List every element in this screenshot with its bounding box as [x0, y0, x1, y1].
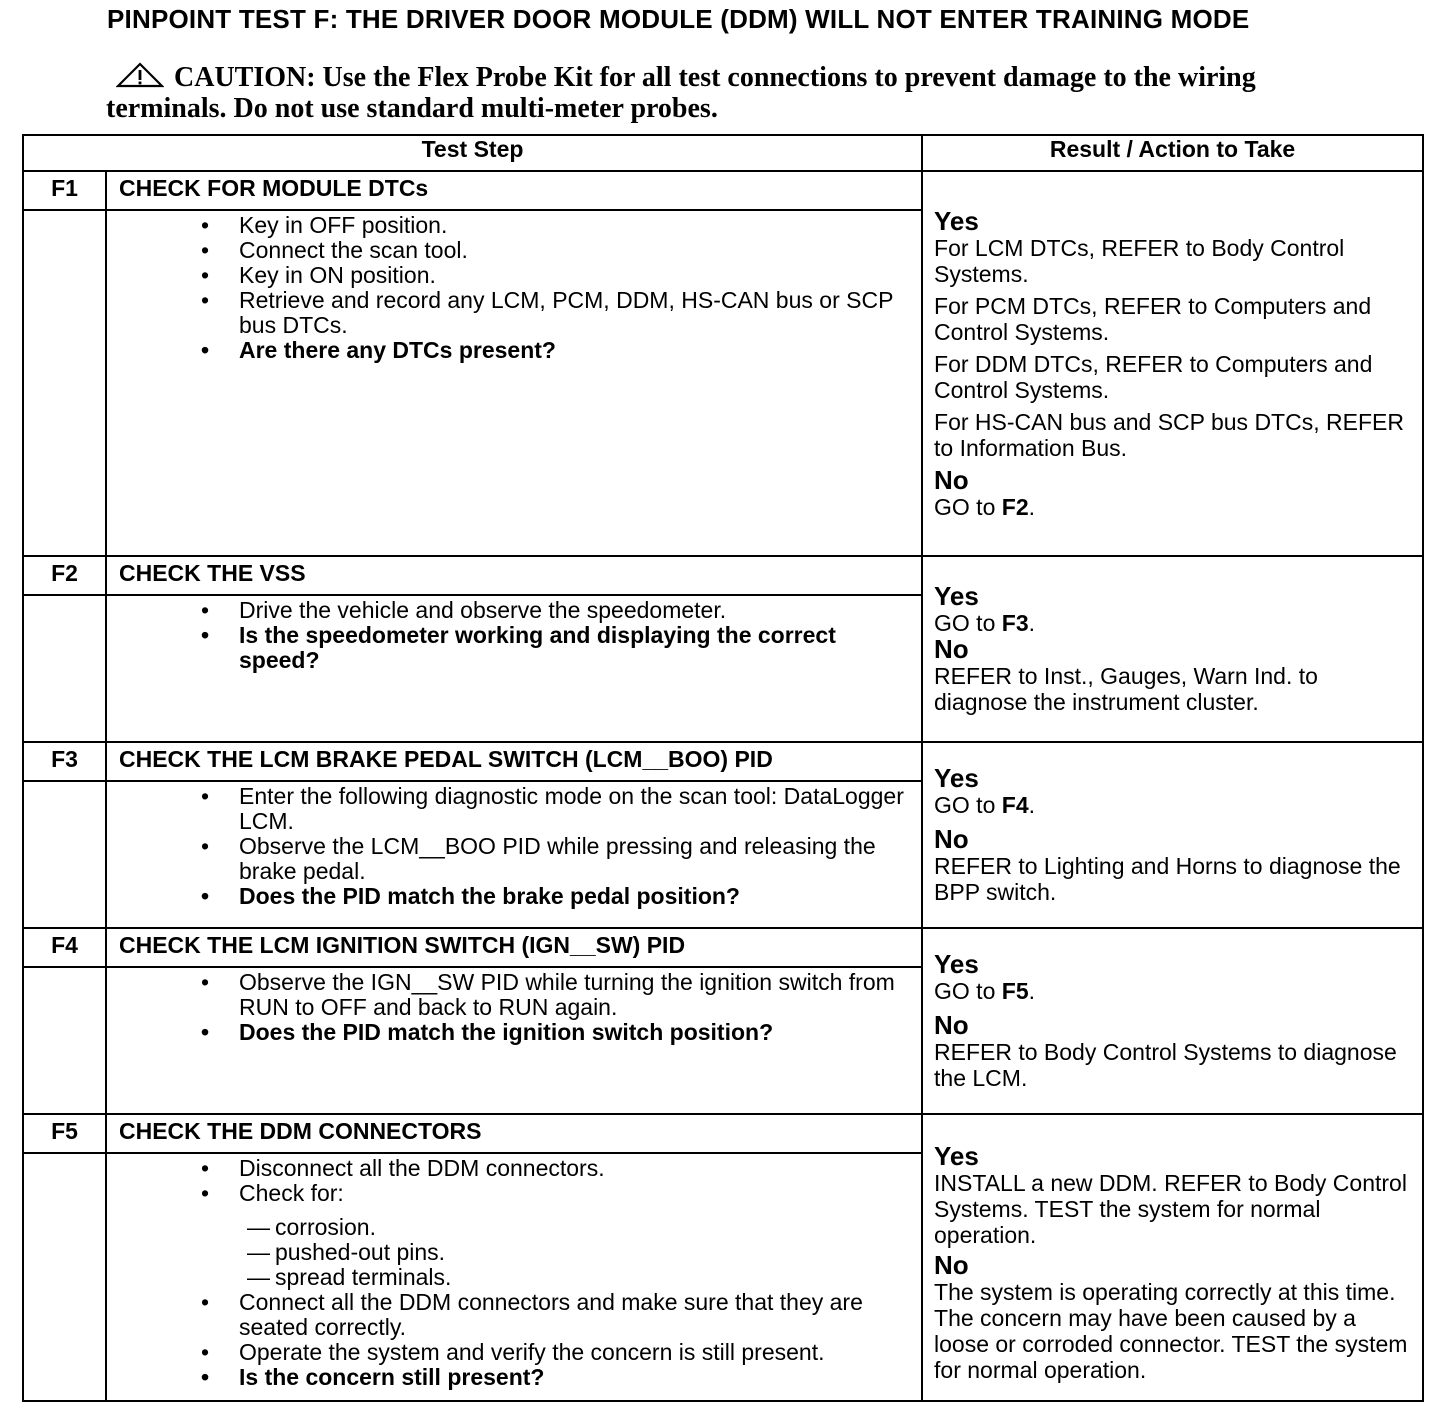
step-heading: CHECK THE LCM IGNITION SWITCH (IGN__SW) PID [106, 928, 922, 967]
caution-text: CAUTION: Use the Flex Probe Kit for all test connections to prevent damage to the wiring terminals. Do not use standard multi-meter probes. [106, 62, 1256, 124]
header-test-step: Test Step [23, 135, 922, 171]
list-item: • Observe the LCM__BOO PID while pressing and releasing the brake pedal. [107, 834, 911, 884]
list-item: • Does the PID match the ignition switch position? [107, 1020, 911, 1045]
list-item: • Check for: [107, 1181, 911, 1206]
list-item: • Key in OFF position. [107, 213, 911, 238]
step-heading: CHECK FOR MODULE DTCs [106, 171, 922, 210]
list-item: • Key in ON position. [107, 263, 911, 288]
list-item: • Connect all the DDM connectors and make sure that they are seated correctly. [107, 1290, 911, 1340]
result-cell [922, 928, 1423, 1114]
step-id: F4 [23, 928, 106, 967]
table-header-row [23, 135, 1423, 171]
header-result-action: Result / Action to Take [922, 135, 1423, 171]
result-text: REFER to Body Control Systems to diagnose the LCM. [934, 1039, 1397, 1091]
result-text: For PCM DTCs, REFER to Computers and Control Systems. [934, 292, 1372, 345]
yes-label: Yes [934, 763, 979, 793]
step-heading: CHECK THE VSS [106, 556, 922, 595]
table-row [23, 742, 1423, 781]
list-item: • Is the speedometer working and displaying the correct speed? [107, 623, 911, 673]
result-text: GO to F4. [934, 792, 1035, 818]
no-label: No [934, 634, 969, 664]
step-heading: CHECK THE LCM BRAKE PEDAL SWITCH (LCM__BOO) PID [106, 742, 922, 781]
result-text: GO to F5. [934, 978, 1035, 1004]
caution-note [106, 62, 1346, 124]
step-id-blank [23, 595, 106, 742]
list-item: • Observe the IGN__SW PID while turning the ignition switch from RUN to OFF and back to RUN again. [107, 970, 911, 1020]
step-heading: CHECK THE DDM CONNECTORS [106, 1114, 922, 1153]
step-instructions [106, 1153, 922, 1401]
no-label: No [934, 464, 969, 495]
list-item: • Does the PID match the brake pedal position? [107, 884, 911, 909]
list-item: • Drive the vehicle and observe the speedometer. [107, 598, 911, 623]
list-item: • Are there any DTCs present? [107, 338, 911, 363]
step-id: F1 [23, 171, 106, 210]
step-instructions [106, 595, 922, 742]
result-text: REFER to Lighting and Horns to diagnose the BPP switch. [934, 853, 1401, 905]
result-text: The system is operating correctly at this time. The concern may have been caused by a loose or corroded connector. TEST the system for normal operation. [934, 1278, 1408, 1383]
no-label: No [934, 824, 969, 854]
list-item: • Enter the following diagnostic mode on the scan tool: DataLogger LCM. [107, 784, 911, 834]
sub-list-item: — pushed-out pins. [107, 1240, 911, 1265]
result-text: For LCM DTCs, REFER to Body Control Systems. [934, 234, 1345, 287]
result-text: GO to F3. [934, 610, 1035, 636]
list-item: • Operate the system and verify the concern is still present. [107, 1340, 911, 1365]
result-cell [922, 1114, 1423, 1401]
step-instructions [106, 967, 922, 1114]
warning-triangle-icon [116, 62, 164, 88]
list-item: • Retrieve and record any LCM, PCM, DDM, HS-CAN bus or SCP bus DTCs. [107, 288, 911, 338]
step-id-blank [23, 967, 106, 1114]
table-row [23, 556, 1423, 595]
yes-label: Yes [934, 1140, 979, 1171]
yes-label: Yes [934, 205, 979, 236]
table-row [23, 928, 1423, 967]
step-id-blank [23, 781, 106, 928]
sub-list-item: — spread terminals. [107, 1265, 911, 1290]
result-text: REFER to Inst., Gauges, Warn Ind. to diagnose the instrument cluster. [934, 663, 1318, 715]
table-row [23, 171, 1423, 210]
step-id: F5 [23, 1114, 106, 1153]
pinpoint-test-table [22, 134, 1424, 1402]
sub-list-item: — corrosion. [107, 1215, 911, 1240]
list-item: • Connect the scan tool. [107, 238, 911, 263]
table-row [23, 1114, 1423, 1153]
page-title: PINPOINT TEST F: THE DRIVER DOOR MODULE (DDM) WILL NOT ENTER TRAINING MODE [107, 4, 1250, 34]
step-id: F2 [23, 556, 106, 595]
result-cell [922, 171, 1423, 556]
no-label: No [934, 1249, 969, 1280]
no-label: No [934, 1010, 969, 1040]
step-id: F3 [23, 742, 106, 781]
step-instructions [106, 210, 922, 556]
yes-label: Yes [934, 949, 979, 979]
result-cell [922, 742, 1423, 928]
result-text: INSTALL a new DDM. REFER to Body Control Systems. TEST the system for normal operation. [934, 1169, 1407, 1248]
list-item: • Is the concern still present? [107, 1365, 911, 1390]
list-item: • Disconnect all the DDM connectors. [107, 1156, 911, 1181]
result-text: For HS-CAN bus and SCP bus DTCs, REFER to Information Bus. [934, 408, 1404, 461]
result-cell [922, 556, 1423, 742]
result-text: GO to F2. [934, 493, 1035, 520]
yes-label: Yes [934, 581, 979, 611]
step-id-blank [23, 1153, 106, 1401]
step-id-blank [23, 210, 106, 556]
result-text: For DDM DTCs, REFER to Computers and Control Systems. [934, 350, 1373, 403]
step-instructions [106, 781, 922, 928]
